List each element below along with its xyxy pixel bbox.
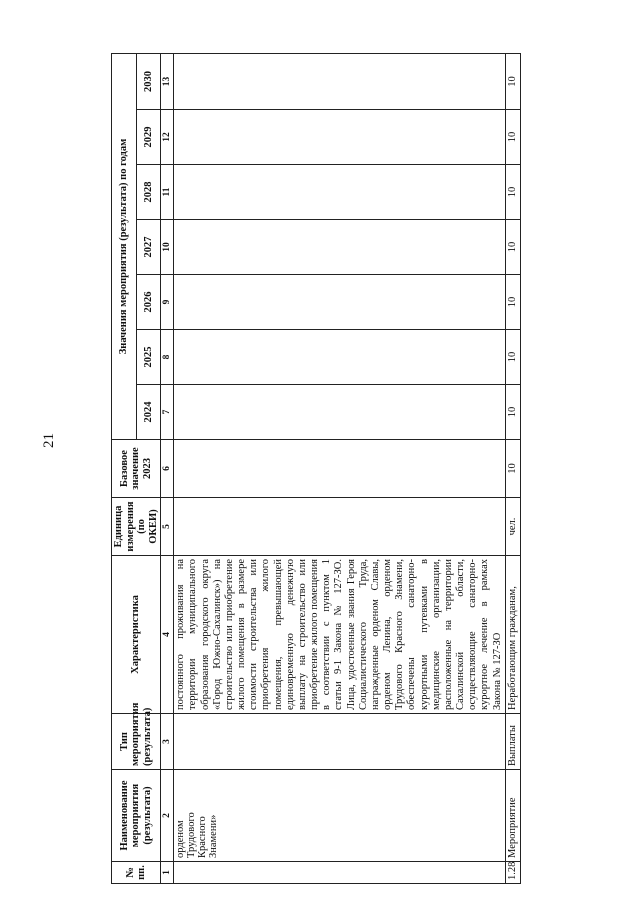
column-number: 9 bbox=[161, 275, 174, 330]
column-number: 7 bbox=[161, 385, 174, 440]
activity-type bbox=[174, 714, 506, 770]
activities-table bbox=[111, 53, 521, 884]
header-row bbox=[112, 53, 137, 883]
year-value: 10 bbox=[505, 275, 520, 330]
year-value bbox=[174, 385, 506, 440]
year-value: 10 bbox=[505, 220, 520, 275]
year-value: 10 bbox=[505, 330, 520, 385]
activity-characteristic: Неработающим гражданам, bbox=[505, 556, 520, 714]
column-number: 11 bbox=[161, 165, 174, 220]
activity-characteristic: постоянного проживания на территории муниципального образования городского округа «Город Южно-Сахалинск») на строительство или приобретение жилого помещения в размере стоимости строительства или приобретения жилого помещения, превышающей единовременную денежную выплату на строительство или приобретение жилого помещения в соответствии с пунктом 1 статьи 9-1 Закона № 127-ЗО. Лица, удостоенные звания Героя Социалистического Труда, награжденные орденом Славы, орденом Ленина, орденом Трудового Красного Знамени, обеспечены санаторно-курортными путевками в медицинские организации, расположенные на территории Сахалинской области, осуществляющие санаторно-курортное лечение в рамках Закона № 127-ЗО bbox=[174, 556, 506, 714]
year-value: 10 bbox=[505, 165, 520, 220]
header-base-value: Базовое значение 2023 bbox=[112, 440, 161, 498]
year-value bbox=[174, 275, 506, 330]
header-year: 2029 bbox=[136, 110, 161, 165]
year-value bbox=[174, 220, 506, 275]
header-year: 2028 bbox=[136, 165, 161, 220]
header-name: Наименование мероприятия (результата) bbox=[112, 770, 161, 862]
table-row bbox=[174, 53, 506, 883]
table-row bbox=[505, 53, 520, 883]
header-characteristic: Характеристика bbox=[112, 556, 161, 714]
header-year: 2024 bbox=[136, 385, 161, 440]
column-number: 8 bbox=[161, 330, 174, 385]
header-year: 2027 bbox=[136, 220, 161, 275]
unit bbox=[174, 498, 506, 556]
column-number: 1 bbox=[161, 862, 174, 884]
activity-name: Мероприятие bbox=[505, 770, 520, 862]
row-number bbox=[174, 862, 506, 884]
base-value bbox=[174, 440, 506, 498]
activity-type: Выплаты bbox=[505, 714, 520, 770]
column-number: 13 bbox=[161, 53, 174, 109]
rotated-table-page bbox=[111, 54, 613, 884]
year-value: 10 bbox=[505, 110, 520, 165]
header-year: 2030 bbox=[136, 53, 161, 109]
header-values-by-year: Значения мероприятия (результата) по годам bbox=[112, 53, 137, 439]
page-number: 21 bbox=[41, 433, 57, 448]
header-year: 2025 bbox=[136, 330, 161, 385]
column-number: 3 bbox=[161, 714, 174, 770]
column-number: 12 bbox=[161, 110, 174, 165]
header-type: Тип мероприятия (результата) bbox=[112, 714, 161, 770]
year-value bbox=[174, 110, 506, 165]
activity-name: орденом Трудового Красного Знамени» bbox=[174, 770, 506, 862]
year-value bbox=[174, 330, 506, 385]
year-value bbox=[174, 53, 506, 109]
row-number: 1.28 bbox=[505, 862, 520, 884]
header-unit: Единица измерения (по ОКЕИ) bbox=[112, 498, 161, 556]
column-number: 4 bbox=[161, 556, 174, 714]
column-number-row bbox=[161, 53, 174, 883]
header-num: № пп. bbox=[112, 862, 161, 884]
column-number: 10 bbox=[161, 220, 174, 275]
column-number: 2 bbox=[161, 770, 174, 862]
year-value: 10 bbox=[505, 53, 520, 109]
unit: чел. bbox=[505, 498, 520, 556]
year-value bbox=[174, 165, 506, 220]
header-year: 2026 bbox=[136, 275, 161, 330]
column-number: 6 bbox=[161, 440, 174, 498]
base-value: 10 bbox=[505, 440, 520, 498]
year-value: 10 bbox=[505, 385, 520, 440]
column-number: 5 bbox=[161, 498, 174, 556]
